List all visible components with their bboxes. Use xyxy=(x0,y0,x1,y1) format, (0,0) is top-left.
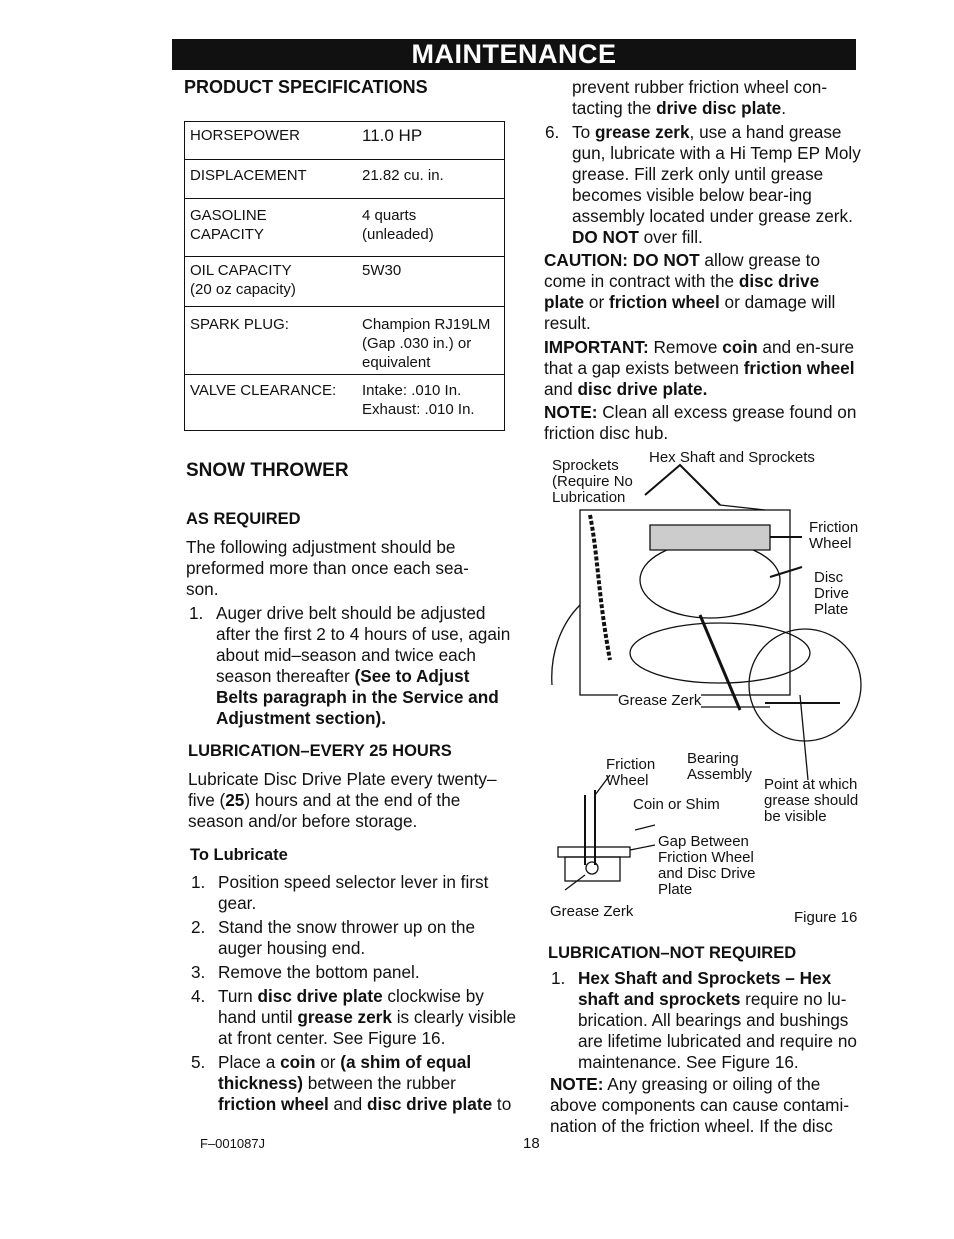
spec-row xyxy=(185,160,504,199)
important-text: Remove xyxy=(648,337,723,357)
chain-drawing xyxy=(590,515,610,660)
leader-line xyxy=(630,845,655,850)
spec-row xyxy=(185,122,504,160)
snow-thrower-heading: SNOW THROWER xyxy=(186,460,349,481)
list-number: 6. xyxy=(545,122,560,142)
figure-16 xyxy=(540,445,870,935)
list-item xyxy=(188,872,518,914)
coin-shim-label: Coin or Shim xyxy=(633,796,720,813)
leader-line xyxy=(720,505,765,510)
spec-row xyxy=(185,375,504,430)
list-item xyxy=(188,917,518,959)
lubricate-steps xyxy=(188,872,518,1115)
lubrication-heading: LUBRICATION–EVERY 25 HOURS xyxy=(188,742,452,760)
grease-zerk-fitting xyxy=(565,857,620,881)
figure-caption: Figure 16 xyxy=(794,909,858,926)
important-bold: friction wheel xyxy=(743,358,855,378)
caution-bold: friction wheel xyxy=(608,292,720,312)
important-bold: coin xyxy=(722,337,758,357)
grease-zerk-label: Grease Zerk xyxy=(618,692,702,709)
list-number: 1. xyxy=(191,872,206,892)
specs-heading: PRODUCT SPECIFICATIONS xyxy=(184,77,428,97)
important-paragraph xyxy=(544,337,859,400)
hex-shaft-drawing xyxy=(650,525,770,550)
list-text: Auger drive belt should be adjusted after the first 2 to 4 hours of use, again about mid–season and twice each season thereafter xyxy=(216,603,511,686)
list-text-bold: (a shim of equal thickness) xyxy=(218,1052,472,1093)
caution-text: allow grease to come in contract with the xyxy=(544,250,821,291)
note-text: Clean all excess grease found on friction disc hub. xyxy=(544,402,857,443)
note-paragraph xyxy=(544,402,859,444)
list-number: 2. xyxy=(191,917,206,937)
important-bold: disc drive plate. xyxy=(577,379,708,399)
list-text: is clearly visible at front center. See Figure 16. xyxy=(218,1007,517,1048)
zerk-hole xyxy=(586,862,598,874)
spec-value: 5W30 xyxy=(362,262,402,279)
spec-row xyxy=(185,307,504,375)
gap-label: Gap Between Friction Wheel and Disc Drive Plate xyxy=(658,833,756,898)
lubrication-paragraph xyxy=(188,769,516,832)
lub-text-bold: 25 xyxy=(225,790,245,810)
spec-label: VALVE CLEARANCE: xyxy=(190,382,337,399)
disc-drive-plate-label: Disc Drive Plate xyxy=(814,569,850,618)
list-text-bold: disc drive plate xyxy=(257,986,383,1006)
list-text: Remove the bottom panel. xyxy=(218,962,420,982)
list-number: 1. xyxy=(189,603,204,623)
list-text: Stand the snow thrower up on the auger housing end. xyxy=(218,917,476,958)
section-banner xyxy=(172,39,856,70)
note-text: Any greasing or oiling of the above components can cause contami-nation of the friction wheel. If the disc xyxy=(550,1074,850,1136)
leader-line xyxy=(565,875,585,890)
spec-value: 21.82 cu. in. xyxy=(362,167,444,184)
list-number: 3. xyxy=(191,962,206,982)
list-item xyxy=(186,603,511,729)
important-label: IMPORTANT: xyxy=(544,337,649,357)
list-text-bold: coin xyxy=(280,1052,316,1072)
spec-label: GASOLINE CAPACITY xyxy=(190,207,267,243)
spec-row xyxy=(185,199,504,257)
friction-wheel-label-2: Friction Wheel xyxy=(606,756,656,789)
list-text-bold: Hex Shaft and Sprockets – Hex shaft and sprockets xyxy=(578,968,832,1009)
final-note xyxy=(550,1074,870,1137)
cont-text-bold: drive disc plate xyxy=(656,98,782,118)
leader-line xyxy=(635,825,655,830)
spec-row xyxy=(185,257,504,307)
caution-label: CAUTION: DO NOT xyxy=(544,250,700,270)
list-item xyxy=(188,1052,518,1115)
hex-shaft-label: Hex Shaft and Sprockets xyxy=(649,449,815,466)
important-text: and en-sure that a gap exists between xyxy=(544,337,855,378)
not-required-list xyxy=(548,968,870,1073)
document-code: F–001087J xyxy=(200,1136,266,1151)
list-text: clockwise by hand until xyxy=(218,986,484,1027)
list-text: or xyxy=(315,1052,341,1072)
list-text-bold: grease zerk xyxy=(594,122,690,142)
note-label: NOTE: xyxy=(550,1074,604,1094)
spec-table xyxy=(184,121,505,431)
list-text: Place a xyxy=(218,1052,281,1072)
list-text: and xyxy=(328,1094,368,1114)
list-text: , use a hand grease gun, lubricate with a Hi Temp EP Moly grease. Fill zerk only until grease becomes visible below bear-ing assembly located under grease zerk. xyxy=(572,122,861,226)
list-text-bold: grease zerk xyxy=(297,1007,392,1027)
friction-wheel-label: Friction Wheel xyxy=(809,519,859,552)
continued-paragraph xyxy=(572,77,862,119)
detail-circle xyxy=(749,629,861,741)
not-required-heading: LUBRICATION–NOT REQUIRED xyxy=(548,944,797,962)
important-text: and xyxy=(544,379,578,399)
list-number: 4. xyxy=(191,986,206,1006)
list-text-bold: disc drive plate xyxy=(367,1094,493,1114)
section-title: MAINTENANCE xyxy=(411,39,617,69)
list-text: Position speed selector lever in first gear. xyxy=(218,872,489,913)
list-text: between the rubber xyxy=(303,1073,456,1093)
list-text: require no lu-brication. All bearings and bushings are lifetime lubricated and require no maintenance. See Figure 16. xyxy=(578,989,857,1072)
list-item xyxy=(548,968,870,1073)
list-number: 5. xyxy=(191,1052,206,1072)
spec-label: SPARK PLUG: xyxy=(190,316,289,333)
bearing-assembly-label: Bearing Assembly xyxy=(687,750,753,783)
step-six-list xyxy=(542,122,862,248)
cont-text: prevent rubber friction wheel con-tacting the xyxy=(572,77,828,118)
spec-label: DISPLACEMENT xyxy=(190,167,307,184)
spec-value: Intake: .010 In. Exhaust: .010 In. xyxy=(362,382,475,418)
list-text-bold: (See to Adjust Belts paragraph in the Service and Adjustment section). xyxy=(216,666,499,728)
cont-text-end: . xyxy=(781,98,787,118)
lub-text-end: ) hours and at the end of the season and/or before storage. xyxy=(188,790,461,831)
page-number: 18 xyxy=(523,1135,540,1152)
grease-zerk-label-2: Grease Zerk xyxy=(550,903,634,920)
adjust-list xyxy=(186,603,511,729)
note-label: NOTE: xyxy=(544,402,598,422)
grease-visible-point-label: Point at which grease should be visible xyxy=(764,776,859,825)
as-required-heading: AS REQUIRED xyxy=(186,510,301,528)
disc-drive-plate-drawing xyxy=(630,623,810,683)
caution-text: or xyxy=(584,292,609,312)
lub-text: Lubricate Disc Drive Plate every twenty–five ( xyxy=(188,769,497,810)
to-lubricate-heading: To Lubricate xyxy=(190,846,288,864)
leader-line xyxy=(645,465,720,505)
list-text: To xyxy=(572,122,595,142)
list-text: to xyxy=(492,1094,512,1114)
friction-wheel-shaft xyxy=(585,790,595,865)
caution-bold: disc drive plate xyxy=(544,271,820,312)
spec-value: 11.0 HP xyxy=(362,126,423,145)
spec-value: 4 quarts (unleaded) xyxy=(362,207,434,243)
spec-value: Champion RJ19LM (Gap .030 in.) or equivalent xyxy=(362,316,491,371)
spec-label: OIL CAPACITY (20 oz capacity) xyxy=(190,262,296,298)
list-text: over fill. xyxy=(638,227,703,247)
leader-line xyxy=(700,615,740,710)
spec-label: HORSEPOWER xyxy=(190,127,301,144)
friction-wheel-drawing xyxy=(640,542,780,618)
leader-line xyxy=(800,695,808,780)
list-text-bold: DO NOT xyxy=(572,227,639,247)
list-item xyxy=(188,962,518,983)
caution-paragraph xyxy=(544,250,859,334)
caution-text: or damage will result. xyxy=(544,292,836,333)
housing-curve xyxy=(552,605,580,685)
list-text-bold: friction wheel xyxy=(218,1094,329,1114)
list-number: 1. xyxy=(551,968,566,988)
leader-line xyxy=(770,567,802,577)
list-item xyxy=(542,122,862,248)
list-item xyxy=(188,986,518,1049)
intro-paragraph: The following adjustment should be preformed more than once each sea-son. xyxy=(186,537,469,599)
list-text: Turn xyxy=(218,986,258,1006)
sprockets-label: Sprockets (Require No Lubrication xyxy=(552,457,633,506)
